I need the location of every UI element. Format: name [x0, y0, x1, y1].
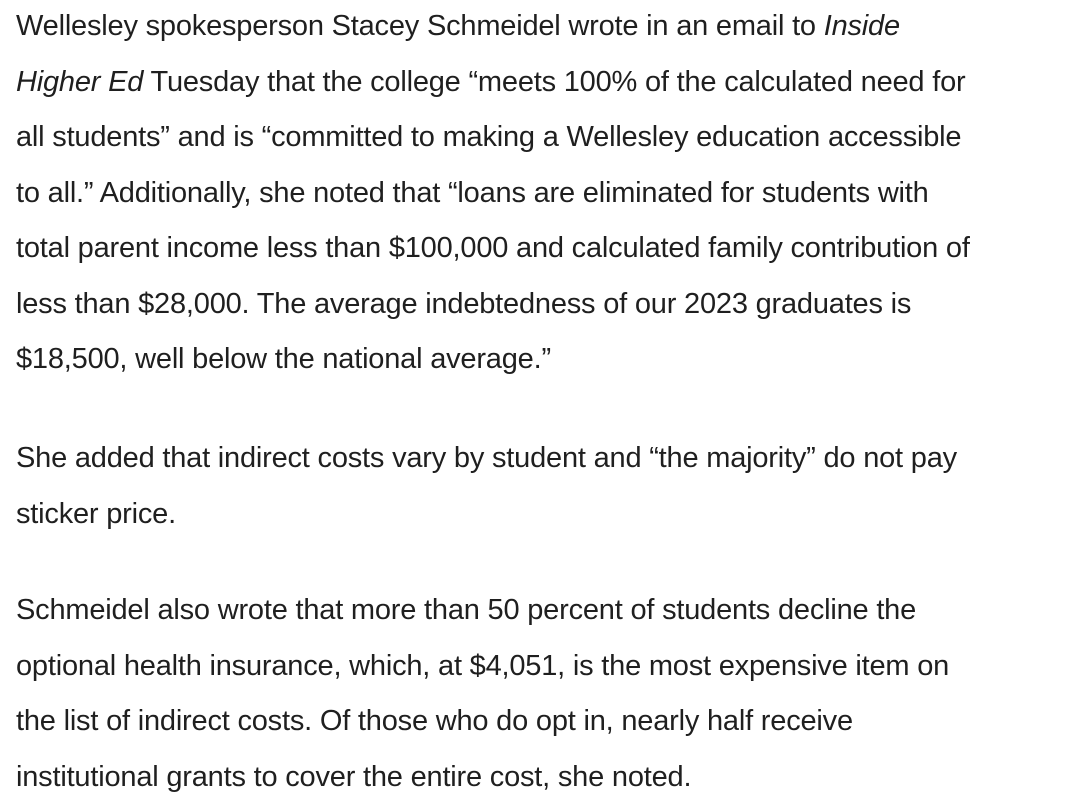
text-line: Wellesley spokesperson Stacey Schmeidel wrote in an email to Inside [16, 10, 900, 42]
text-line: optional health insurance, which, at $4,051, is the most expensive item on [16, 649, 950, 682]
text-line: total parent income less than $100,000 and calculated family contribution of [16, 232, 970, 264]
text-line: She added that indirect costs vary by student and “the majority” do not pay [16, 442, 957, 474]
paragraph-2 [16, 431, 1076, 542]
text-line: the list of indirect costs. Of those who do opt in, nearly half receive [16, 705, 853, 737]
paragraph-1 [16, 0, 1076, 388]
text-line: sticker price. [16, 497, 176, 530]
publication-name: Inside [823, 10, 900, 42]
text-line: $18,500, well below the national average.” [16, 343, 551, 375]
text-line: Schmeidel also wrote that more than 50 percent of students decline the [16, 594, 917, 626]
text-line: to all.” Additionally, she noted that “loans are eliminated for students with [16, 176, 929, 209]
text-line: institutional grants to cover the entire cost, she noted. [16, 760, 692, 793]
publication-name: Higher Ed [16, 65, 144, 98]
paragraph-3 [16, 583, 1076, 805]
text-line: Higher Ed Tuesday that the college “meets 100% of the calculated need for [16, 65, 966, 98]
text-line: all students” and is “committed to making a Wellesley education accessible [16, 121, 962, 153]
text-line: less than $28,000. The average indebtedness of our 2023 graduates is [16, 287, 912, 320]
